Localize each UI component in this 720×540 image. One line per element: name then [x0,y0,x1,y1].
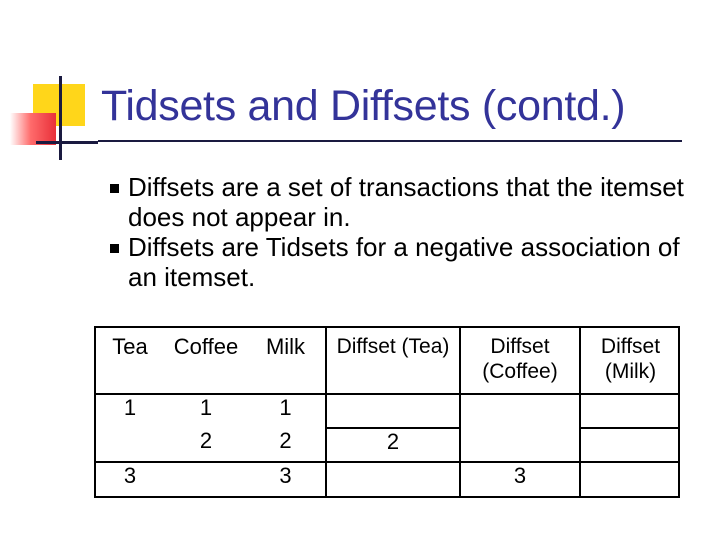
table-cell [326,394,460,428]
header-diffset-milk: Diffset (Milk) [580,326,680,394]
table-cell [166,462,246,498]
bullet-item [112,232,712,292]
slide-title: Tidsets and Diffsets (contd.) [101,82,626,130]
table-cell [326,462,460,498]
slide-logo [0,0,110,170]
table-cell: 3 [460,462,580,498]
table-header-row [94,326,680,394]
bullet-list [112,172,712,292]
table-cell: 2 [326,428,460,462]
header-diffset-tea: Diffset (Tea) [326,326,460,394]
table-cell [580,462,680,498]
table-cell [580,428,680,462]
header-tea: Tea [112,334,148,359]
table-cell: 1 [166,394,246,428]
table-cell [94,428,166,462]
header-coffee: Coffee [173,334,239,359]
table-cell [580,394,680,428]
table-cell [460,428,580,462]
header-milk: Milk [265,334,306,359]
table-cell: 2 [199,428,213,453]
tidset-table [94,326,680,498]
table-row [94,428,680,462]
table-cell: 1 [246,394,326,428]
table-cell: 3 [246,462,326,498]
bullet-text: Diffsets are Tidsets for a negative association of an itemset. [128,232,680,292]
header-diffset-coffee: Diffset (Coffee) [460,326,580,394]
title-divider [98,140,682,142]
table-cell [460,394,580,428]
bullet-text: Diffsets are a set of transactions that the itemset does not appear in. [128,172,684,232]
table-cell: 2 [279,428,292,453]
logo-vertical-line [59,76,62,160]
table-cell: 3 [94,462,166,498]
table-cell: 1 [94,394,166,428]
bullet-square-icon [110,184,119,193]
table-row [94,394,680,428]
logo-horizontal-line [36,141,98,144]
table-row [94,462,680,498]
bullet-item [112,172,712,232]
bullet-square-icon [110,244,119,253]
